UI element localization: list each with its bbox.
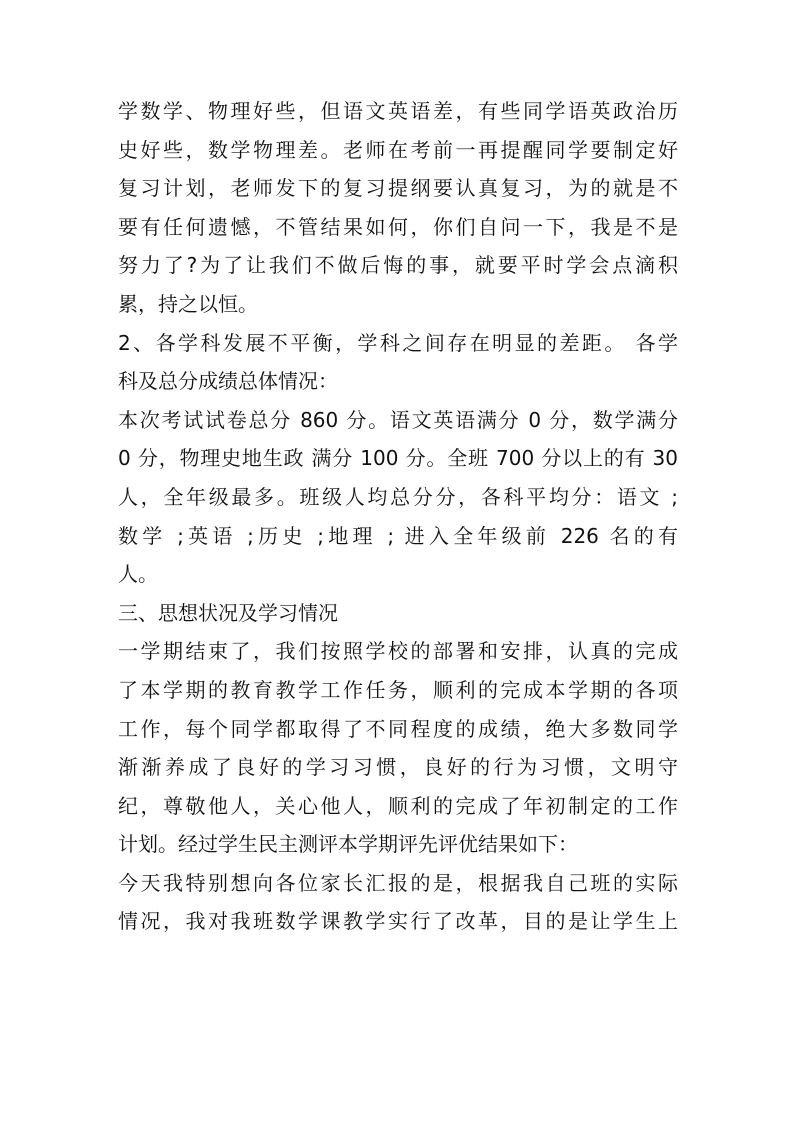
text-line: 数学 ;英语 ;历史 ;地理 ; 进入全年级前 226 名的有 xyxy=(118,523,678,548)
text-line: 情况，我对我班数学课教学实行了改革，目的是让学生上 xyxy=(118,909,678,934)
text-line: 复习计划，老师发下的复习提纲要认真复习，为的就是不 xyxy=(118,176,678,201)
text-line: 工作，每个同学都取得了不同程度的成绩，绝大多数同学 xyxy=(118,716,678,741)
text-line: 一学期结束了，我们按照学校的部署和安排，认真的完成 xyxy=(118,639,678,664)
text-line: 累，持之以恒。 xyxy=(118,291,258,316)
text-line: 本次考试试卷总分 860 分。语文英语满分 0 分，数学满分 xyxy=(118,407,678,432)
text-line: 渐渐养成了良好的学习习惯，良好的行为习惯，文明守 xyxy=(118,755,678,780)
text-line: 人。 xyxy=(118,562,158,587)
text-line: 今天我特别想向各位家长汇报的是，根据我自己班的实际 xyxy=(118,870,678,895)
text-line: 了本学期的教育教学工作任务，顺利的完成本学期的各项 xyxy=(118,677,678,702)
text-line: 史好些，数学物理差。老师在考前一再提醒同学要制定好 xyxy=(118,137,678,162)
text-line: 学数学、物理好些，但语文英语差，有些同学语英政治历 xyxy=(118,99,678,123)
text-line: 计划。经过学生民主测评本学期评先评优结果如下： xyxy=(118,832,578,857)
text-line: 0 分，物理史地生政 满分 100 分。全班 700 分以上的有 30 xyxy=(118,446,678,471)
body-text xyxy=(118,92,678,941)
text-line: 纪，尊敬他人，关心他人，顺利的完成了年初制定的工作 xyxy=(118,793,678,818)
text-line: 人，全年级最多。班级人均总分分，各科平均分：语文 ; xyxy=(118,484,678,509)
text-line: 科及总分成绩总体情况： xyxy=(118,369,338,394)
section-heading: 三、思想状况及学习情况 xyxy=(118,600,338,625)
text-line: 要有任何遗憾，不管结果如何，你们自问一下，我是不是 xyxy=(118,214,678,239)
text-line: 努力了?为了让我们不做后悔的事，就要平时学会点滴积 xyxy=(118,253,678,278)
text-line: 2、各学科发展不平衡，学科之间存在明显的差距。 各学 xyxy=(118,330,678,355)
